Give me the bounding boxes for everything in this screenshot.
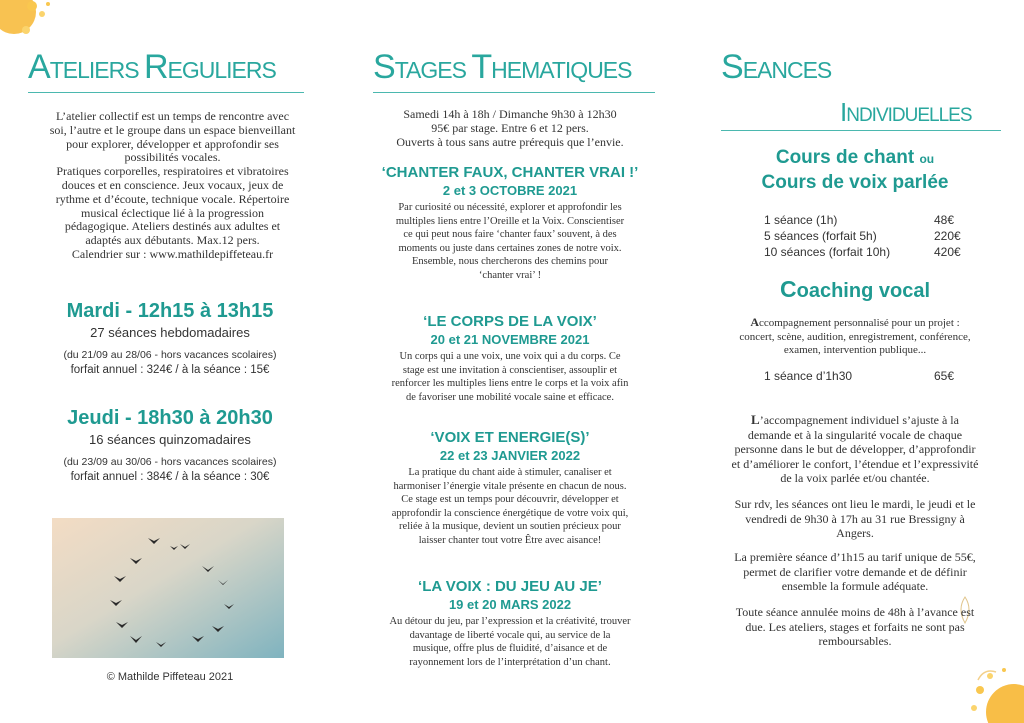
stage-1 (355, 164, 665, 282)
stage-2 (355, 313, 665, 404)
cours-price-list (764, 212, 961, 260)
stage-1-date: 2 et 3 OCTOBRE 2021 (442, 183, 578, 198)
seances-title: SEANCES (721, 48, 832, 86)
price-row: 1 séance (1h) 48€ (764, 213, 955, 227)
mardi-block (10, 298, 330, 378)
stage-3-date: 22 et 23 JANVIER 2022 (439, 448, 581, 463)
ateliers-title: ATELIERS REGULIERS (28, 48, 276, 86)
birds-circle-photo (52, 518, 284, 658)
title-underline (28, 92, 304, 93)
stages-title: STAGES THEMATIQUES (373, 48, 632, 86)
stage-4-title: ‘LA VOIX : DU JEU AU JE’ (418, 578, 602, 595)
title-underline (373, 92, 655, 93)
stage-4 (355, 578, 665, 669)
stage-1-text: Par curiosité ou nécessité, explorer et approfondir les multiples liens entre l’Oreille et la Voix. Conscientiser ce qui peut nous faire ‘chanter faux’ souvent, à des moments ou juste dans certaines zones de notre voix. Ensemble, nous chercherons des chemins pour ‘chanter vrai’ ! (395, 202, 625, 281)
stage-4-date: 19 et 20 MARS 2022 (448, 597, 572, 612)
stage-4-text: Au détour du jeu, par l’expression et la créativité, trouver davantage de liberté vocale qui, au service de la musique, offre plus de fluidité, d’aisance et de rayonnement lors de l’interprétation d’un chant. (389, 616, 631, 668)
annulation-paragraph: Toute séance annulée moins de 48h à l’avance est due. Les ateliers, stages et forfaits ne sont pas remboursables. (735, 605, 975, 648)
stage-3 (355, 429, 665, 547)
stages-info: Samedi 14h à 18h / Dimanche 9h30 à 12h30 95€ par stage. Entre 6 et 12 pers. Ouverts à tous sans autre prérequis que l’envie. (396, 107, 624, 149)
coaching-price: 1 séance d’1h30 65€ (764, 369, 955, 383)
copyright: © Mathilde Piffeteau 2021 (106, 671, 234, 683)
jeudi-title: Jeudi - 18h30 à 20h30 (67, 407, 273, 429)
rdv-paragraph: Sur rdv, les séances ont lieu le mardi, le jeudi et le vendredi de 9h30 à 17h au 31 rue Bressigny à Angers. (734, 497, 976, 540)
mardi-dates: (du 21/09 au 28/06 - hors vacances scolaires) (63, 349, 277, 361)
coaching-description: Accompagnement personnalisé pour un projet : concert, scène, audition, enregistrement, conférence, examen, intervention publique... (739, 315, 971, 356)
mardi-title: Mardi - 12h15 à 13h15 (66, 300, 274, 322)
stage-2-title: ‘LE CORPS DE LA VOIX’ (423, 313, 597, 330)
title-underline (721, 130, 1001, 131)
stage-2-text: Un corps qui a une voix, une voix qui a du corps. Ce stage est une invitation à conscientiser, assouplir et renforcer les multiples liens entre le corps et la voix afin de favoriser une mobilité vocale saine et efficace. (391, 351, 629, 403)
column-ateliers-reguliers (0, 0, 345, 723)
jeudi-sessions: 16 séances quinzomadaires (89, 432, 251, 447)
column-stages-thematiques (345, 0, 675, 723)
stage-3-title: ‘VOIX ET ENERGIE(S)’ (430, 429, 590, 446)
individuelles-subtitle: INDIVIDUELLES (840, 97, 972, 127)
stage-2-date: 20 et 21 NOVEMBRE 2021 (430, 332, 590, 347)
cours-heading: Cours de chant ou Cours de voix parlée (761, 147, 949, 193)
jeudi-price: forfait annuel : 384€ / à la séance : 30€ (70, 471, 270, 483)
jeudi-dates: (du 23/09 au 30/06 - hors vacances scolaires) (63, 456, 277, 468)
price-row: 5 séances (forfait 5h) 220€ (764, 229, 961, 243)
accompagnement-paragraph: L’accompagnement individuel s’ajuste à la demande et à la singularité vocale de chaque personne dans le but de développer, d’approfondir et d’améliorer le confort, l’étendue et l’expressivité de la voix parlée et/ou chantée. (731, 412, 979, 485)
mardi-price: forfait annuel : 324€ / à la séance : 15€ (70, 364, 270, 376)
premiere-seance-paragraph: La première séance d’1h15 au tarif unique de 55€, permet de clarifier votre demande et de définir ensemble la formule adéquate. (734, 550, 976, 593)
column-seances-individuelles (675, 0, 1024, 723)
coaching-heading: Coaching vocal (780, 276, 930, 302)
ateliers-intro: L’atelier collectif est un temps de rencontre avec soi, l’autre et le groupe dans un espace bienveillant pour explorer, développer et approfondir ses possibilités vocales. Pratiques corporelles, respiratoires et vibratoires douces et en conscience. Jeux vocaux, jeux de rythme et d’écoute, technique vocale. Répertoire musical éclectique lié à la progression pédagogique. Ateliers destinés aux adultes et adaptés aux débutants. Max.12 pers. Calendrier sur : www.mathildepiffeteau.fr (49, 109, 296, 261)
mardi-sessions: 27 séances hebdomadaires (90, 325, 250, 340)
stage-1-title: ‘CHANTER FAUX, CHANTER VRAI !’ (381, 164, 639, 181)
price-row: 10 séances (forfait 10h) 420€ (764, 245, 961, 259)
stage-3-text: La pratique du chant aide à stimuler, canaliser et harmoniser l’énergie vitale présente en chacun de nous. Ce stage est un temps pour découvrir, développer et approfondir la conscience énergétique de votre voix qui, reliée à la musique, devient un soutien précieux pour laisser chanter tout votre Être avec aisance! (391, 467, 629, 546)
jeudi-block (10, 405, 330, 485)
